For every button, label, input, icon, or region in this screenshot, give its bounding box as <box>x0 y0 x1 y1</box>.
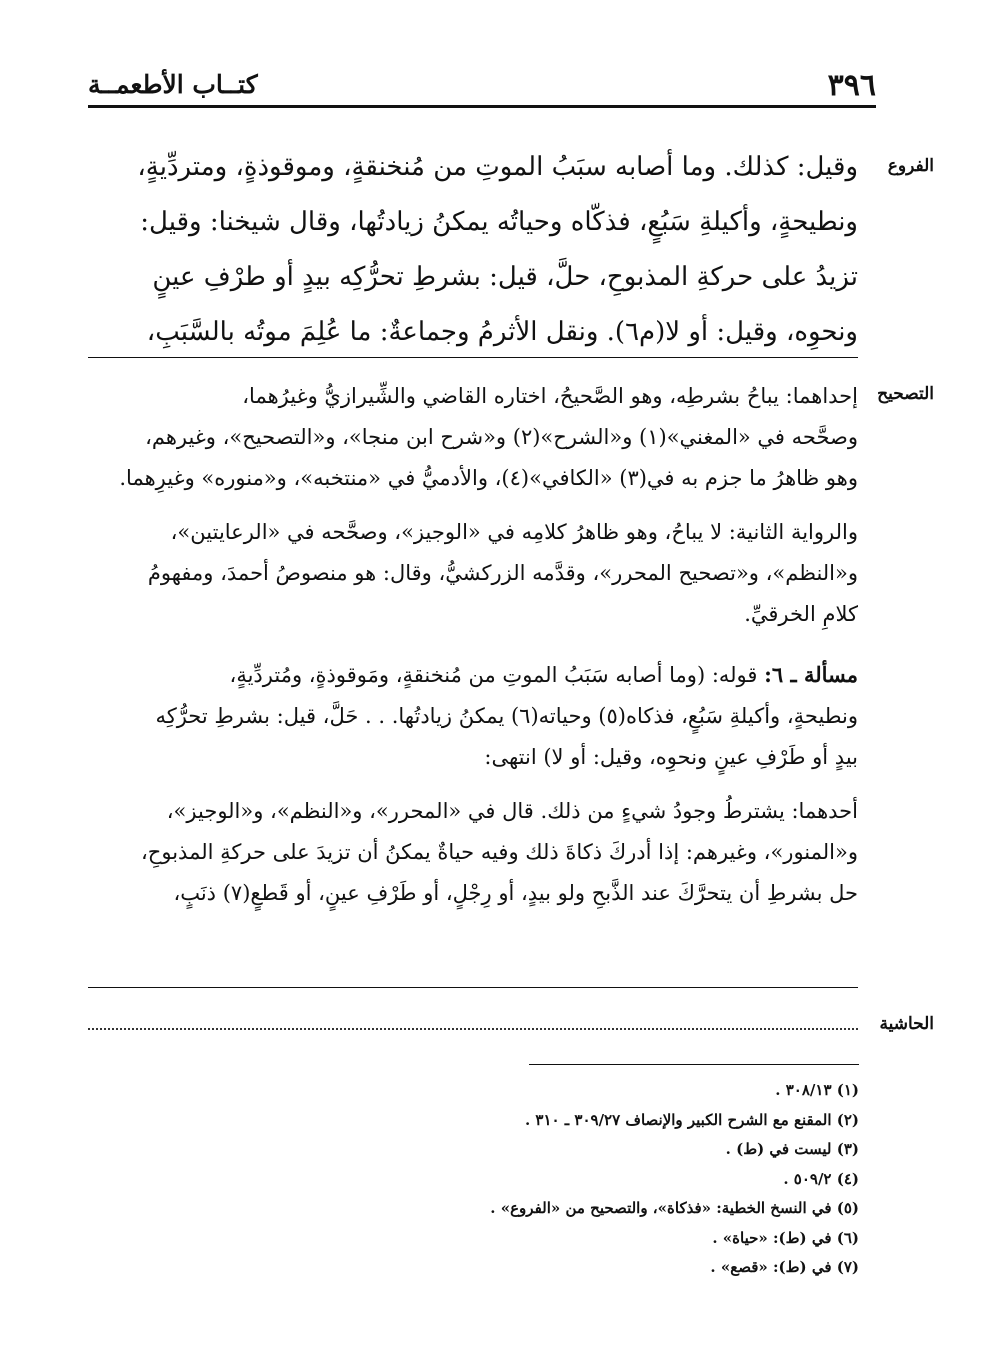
text-line: أحدهما: يشترطُ وجودُ شيءٍ من ذلك. قال في «المحرر»، و«النظم»، و«الوجيز»، <box>166 799 858 823</box>
tashih-section <box>88 376 934 986</box>
text-line: إحداهما: يباحُ بشرطِه، وهو الصَّحيحُ، اختاره القاضي والشِّيرازيُّ وغيرُهما، <box>242 384 858 408</box>
running-header <box>88 64 876 108</box>
paragraph <box>88 791 858 914</box>
page-number: ٣٩٦ <box>827 68 876 103</box>
hashiya-row <box>88 1014 934 1040</box>
text-line: وصحَّحه في «المغني»(١) و«الشرح»(٢) و«شرح ابن منجا»، و«التصحيح»، وغيرهم، <box>145 425 858 449</box>
header-rule <box>88 105 876 108</box>
furu-label: الفروع <box>887 156 934 176</box>
hashiya-label: الحاشية <box>879 1014 934 1034</box>
book-title: كتــاب الأطعمــة <box>88 70 258 99</box>
text-line: ونحوِه، وقيل: أو لا(م٦). ونقل الأثرمُ وجماعةٌ: ما عُلِمَ موتُه بالسَّبَبِ، <box>146 317 858 347</box>
footnotes <box>119 1076 859 1283</box>
text-line: ونطيحةٍ، وأكيلةِ سَبُعٍ، فذكّاه وحياتُه يمكنُ زيادتُها، وقال شيخنا: وقيل: <box>140 207 858 237</box>
text-line: و«المنور»، وغيرهم: إذا أدركَ ذكاةَ ذلك وفيه حياةٌ يمكنُ أن تزيدَ على حركةِ المذبوحِ، <box>141 840 858 864</box>
footnote: (٣) ليست في (ط) . <box>725 1140 859 1158</box>
section-divider <box>88 987 858 988</box>
text-line: ونطيحةٍ، وأكيلةِ سَبُعٍ، فذكاه(٥) وحياته(٦) يمكنُ زيادتُها. . . حَلَّ، قيل: بشرطِ تحرُّكِه <box>155 704 858 728</box>
tashih-text <box>88 376 858 927</box>
footnote: (٦) في (ط): «حياة» . <box>712 1228 859 1247</box>
paragraph <box>88 376 858 499</box>
text-line: والرواية الثانية: لا يباحُ، وهو ظاهرُ كلامِه في «الوجيز»، وصحَّحه في «الرعايتين»، <box>170 520 858 544</box>
furu-section <box>88 140 934 362</box>
footnote: (٤) ٥٠٩/٢ . <box>783 1169 859 1188</box>
text-line: تزيدُ على حركةِ المذبوحِ، حلَّ، قيل: بشرطِ تحرُّكِه بيدٍ أو طرْفِ عينٍ <box>152 262 858 292</box>
footnote: (٥) في النسخ الخطية: «فذكاة»، والتصحيح من «الفروع» . <box>490 1199 859 1217</box>
text-line: وقيل: كذلك. وما أصابه سبَبُ الموتِ من مُنخنقةٍ، وموقوذةٍ، ومتردِّيةٍ، <box>137 152 858 182</box>
footnote: (٧) في (ط): «قصع» . <box>710 1258 859 1276</box>
furu-text <box>88 140 858 360</box>
footnote-rule <box>529 1064 859 1065</box>
section-divider <box>88 357 858 358</box>
dotted-leader <box>88 1028 858 1030</box>
footnote: (٢) المقنع مع الشرح الكبير والإنصاف ٣٠٩/٢٧ ـ ٣١٠ . <box>524 1110 859 1129</box>
text-line: حل بشرطِ أن يتحرَّكَ عند الذَّبحِ ولو بيدٍ، أو رِجْلٍ، أو طَرْفِ عينٍ، أو قَطعٍ(٧) ذنَبٍ، <box>173 881 858 905</box>
text-line: قوله: (وما أصابه سَبَبُ الموتِ من مُنخنقةٍ، ومَوقوذةٍ، ومُتردِّيةٍ، <box>229 663 758 687</box>
text-line: كلامِ الخرقيِّ. <box>744 602 858 626</box>
footnote: (١) ٣٠٨/١٣ . <box>775 1081 859 1099</box>
paragraph <box>88 648 858 778</box>
text-line: و«النظم»، و«تصحيح المحرر»، وقدَّمه الزركشيُّ، وقال: هو منصوصُ أحمدَ، ومفهومُ <box>147 561 858 585</box>
paragraph <box>88 512 858 635</box>
issue-heading: مسألة ـ ٦: <box>764 662 858 687</box>
tashih-label: التصحيح <box>877 384 934 404</box>
text-line: وهو ظاهرُ ما جزم به في(٣) «الكافي»(٤)، والأدميُّ في «منتخبه»، و«منوره» وغيرِهما. <box>119 466 858 490</box>
text-line: بيدٍ أو طَرْفِ عينٍ ونحوِه، وقيل: أو لا) انتهى: <box>484 745 858 769</box>
